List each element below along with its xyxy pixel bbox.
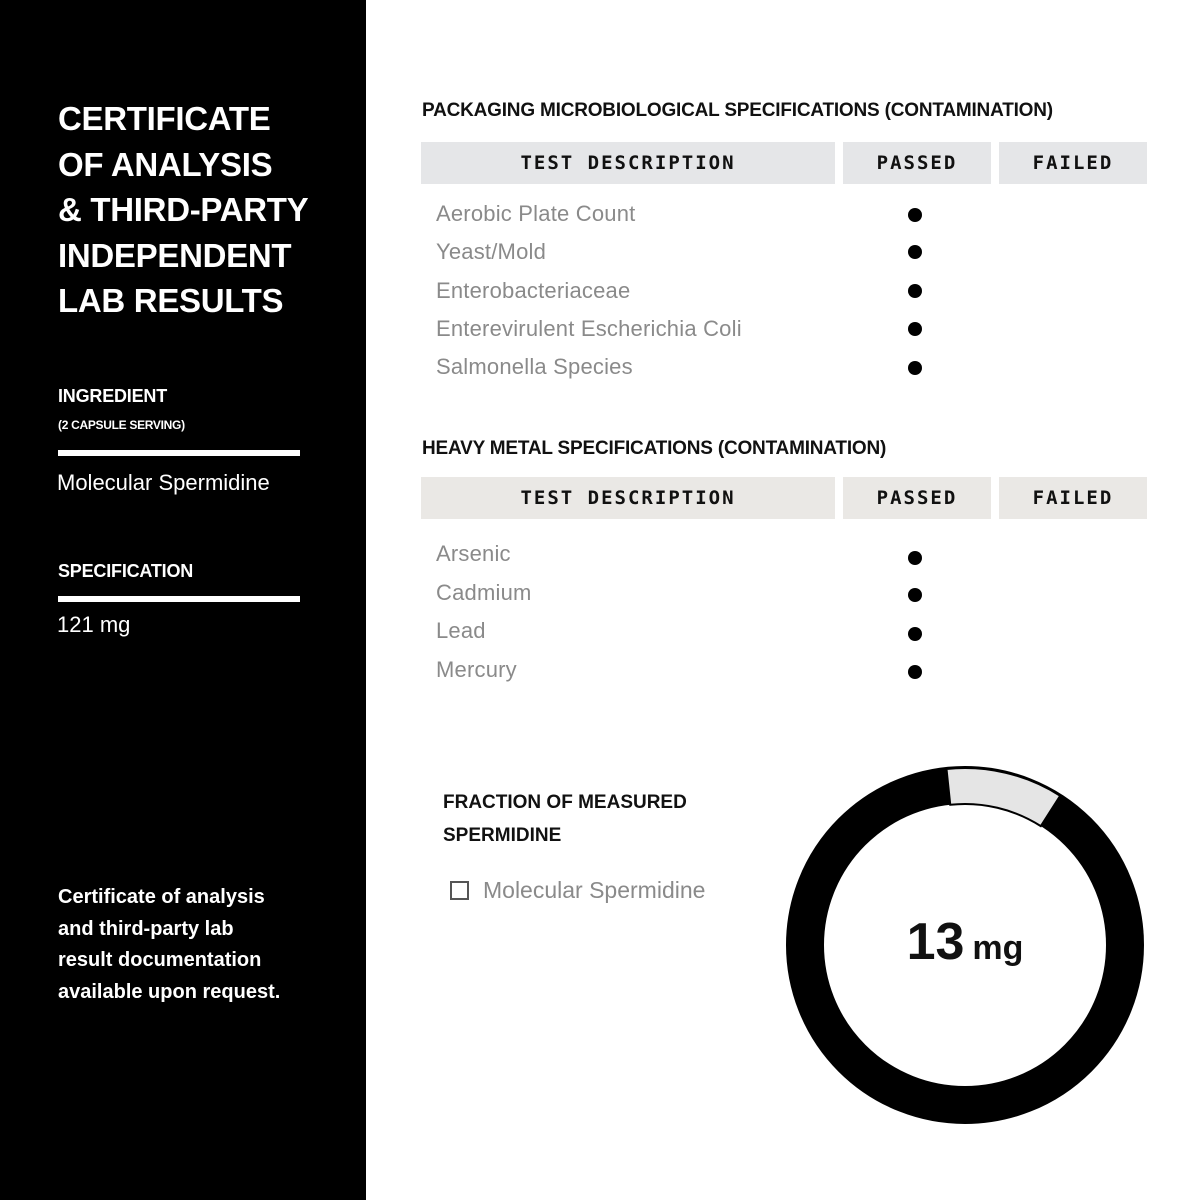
ingredient-serving-note: (2 CAPSULE SERVING) [58,418,185,432]
legend-swatch [450,881,469,900]
micro-header-failed: FAILED [999,142,1147,184]
passed-dot-icon [908,627,922,641]
metal-row-label: Mercury [436,657,517,682]
passed-dot-icon [908,245,922,259]
fraction-title-line: SPERMIDINE [443,825,562,846]
metal-row-label: Cadmium [436,580,532,605]
passed-dot-icon [908,208,922,222]
donut-center-value [785,912,1145,972]
fraction-title [443,786,687,852]
micro-section-title: PACKAGING MICROBIOLOGICAL SPECIFICATIONS (CONTAMINATION) [422,100,1053,121]
micro-row-label: Yeast/Mold [436,239,547,264]
passed-dot-icon [908,588,922,602]
micro-row-label: Enterobacteriaceae [436,278,631,303]
donut-value-number: 13 [906,913,965,971]
passed-dot-icon [908,322,922,336]
micro-header-passed: PASSED [843,142,991,184]
fraction-title-line: FRACTION OF MEASURED [443,792,687,813]
specification-value: 121 mg [57,612,131,637]
title-line: LAB RESULTS [58,282,284,319]
ingredient-value: Molecular Spermidine [57,470,270,495]
documentation-note [58,882,348,1008]
micro-row-label: Salmonella Species [436,354,633,379]
ingredient-label: INGREDIENT [58,386,168,406]
divider [58,450,300,456]
metal-section-title: HEAVY METAL SPECIFICATIONS (CONTAMINATION) [422,438,887,459]
page-title [58,96,358,324]
metal-row-label: Arsenic [436,541,511,566]
metal-header-passed: PASSED [843,477,991,519]
metal-header-test-description: TEST DESCRIPTION [421,477,835,519]
passed-dot-icon [908,551,922,565]
title-line: & THIRD-PARTY [58,191,309,228]
metal-row-label: Lead [436,618,486,643]
note-line: and third-party lab [58,917,234,940]
metal-header-failed: FAILED [999,477,1147,519]
passed-dot-icon [908,361,922,375]
title-line: INDEPENDENT [58,236,292,274]
specification-label: SPECIFICATION [58,561,194,581]
donut-highlight-segment [946,768,1060,826]
passed-dot-icon [908,284,922,298]
legend-label: Molecular Spermidine [483,877,706,903]
title-line: OF ANALYSIS [58,145,273,183]
sidebar [0,0,366,1200]
micro-header-test-description: TEST DESCRIPTION [421,142,835,184]
donut-value-unit: mg [972,929,1024,967]
note-line: Certificate of analysis [58,886,265,908]
note-line: available upon request. [58,980,281,1003]
divider [58,596,300,602]
micro-row-label: Aerobic Plate Count [436,201,636,226]
micro-row-label: Enterevirulent Escherichia Coli [436,316,742,341]
note-line: result documentation [58,949,262,971]
passed-dot-icon [908,665,922,679]
title-line: CERTIFICATE [58,100,271,137]
